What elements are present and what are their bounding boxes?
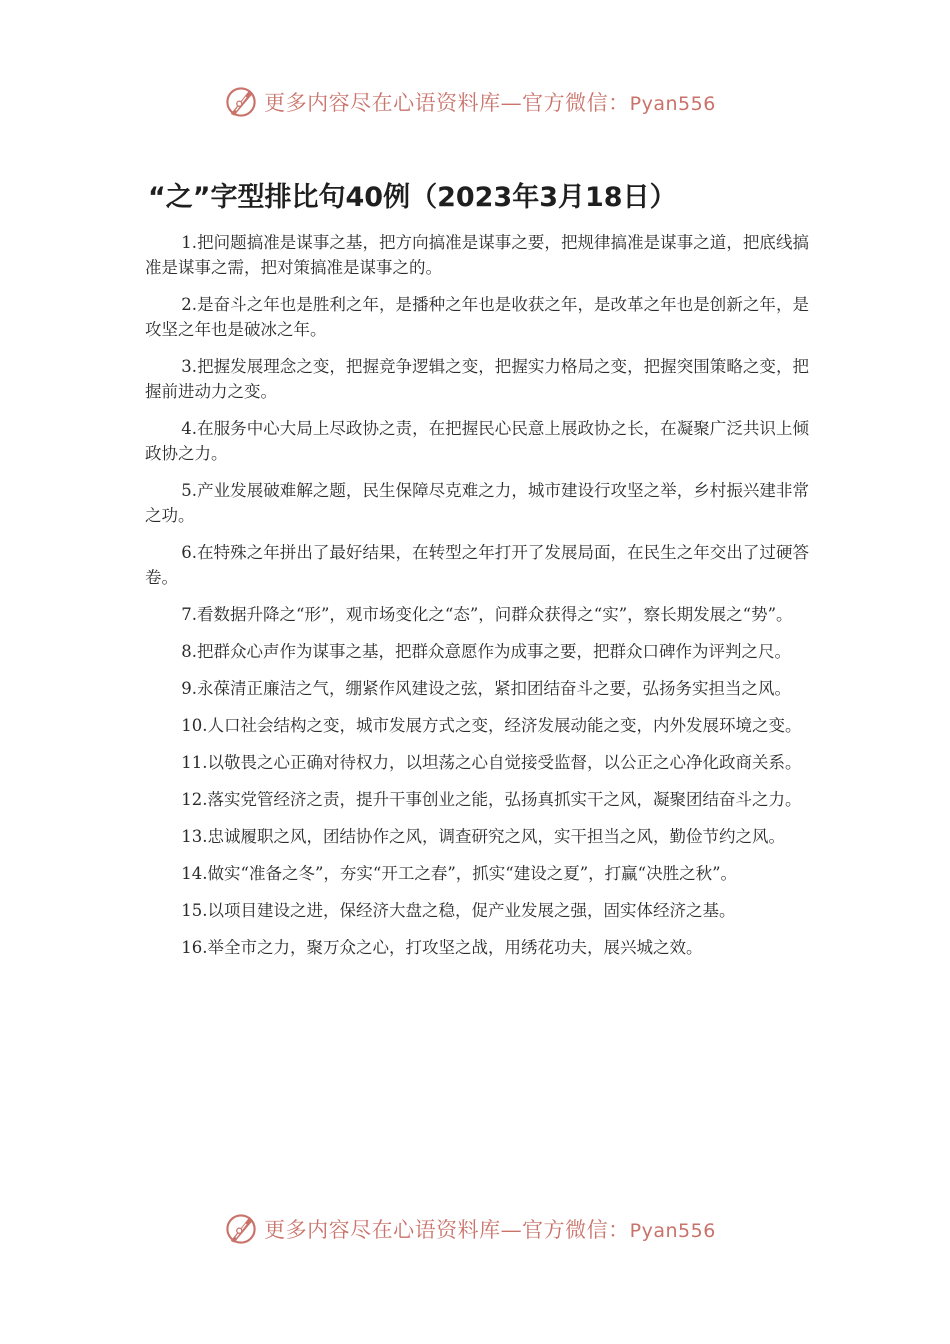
banner-text: 更多内容尽在心语资料库—官方微信：Pyan556 bbox=[264, 1218, 716, 1242]
document-body bbox=[145, 230, 809, 972]
list-item: 15.以项目建设之进，保经济大盘之稳，促产业发展之强，固实体经济之基。 bbox=[181, 901, 736, 920]
list-item: 13.忠诚履职之风，团结协作之风，调查研究之风，实干担当之风，勤俭节约之风。 bbox=[181, 827, 786, 846]
list-item: 12.落实党管经济之责，提升干事创业之能，弘扬真抓实干之风，凝聚团结奋斗之力。 bbox=[181, 790, 802, 809]
list-item: 7.看数据升降之“形”，观市场变化之“态”，问群众获得之“实”，察长期发展之“势”。 bbox=[181, 605, 793, 624]
banner-text: 更多内容尽在心语资料库—官方微信：Pyan556 bbox=[264, 91, 716, 115]
footer-banner bbox=[0, 1209, 950, 1249]
list-item: 9.永葆清正廉洁之气，绷紧作风建设之弦，紧扣团结奋斗之要，弘扬务实担当之风。 bbox=[181, 679, 792, 698]
page-title: “之”字型排比句40例（2023年3月18日） bbox=[148, 182, 677, 213]
list-item: 11.以敬畏之心正确对待权力，以坦荡之心自觉接受监督，以公正之心净化政商关系。 bbox=[181, 753, 802, 772]
list-item: 6.在特殊之年拼出了最好结果，在转型之年打开了发展局面，在民生之年交出了过硬答卷。 bbox=[145, 543, 809, 587]
list-item: 10.人口社会结构之变，城市发展方式之变，经济发展动能之变，内外发展环境之变。 bbox=[181, 716, 802, 735]
header-banner bbox=[0, 82, 950, 122]
list-item: 14.做实“准备之冬”，夯实“开工之春”，抓实“建设之夏”，打赢“决胜之秋”。 bbox=[181, 864, 738, 883]
list-item: 5.产业发展破难解之题，民生保障尽克难之力，城市建设行攻坚之举，乡村振兴建非常之功。 bbox=[145, 481, 809, 525]
list-item: 1.把问题搞准是谋事之基，把方向搞准是谋事之要，把规律搞准是谋事之道，把底线搞准是谋事之需，把对策搞准是谋事之的。 bbox=[145, 233, 809, 277]
quill-logo-icon bbox=[224, 85, 258, 119]
list-item: 4.在服务中心大局上尽政协之责，在把握民心民意上展政协之长，在凝聚广泛共识上倾政协之力。 bbox=[145, 419, 809, 463]
list-item: 2.是奋斗之年也是胜利之年，是播种之年也是收获之年，是改革之年也是创新之年，是攻坚之年也是破冰之年。 bbox=[145, 295, 809, 339]
list-item: 16.举全市之力，聚万众之心，打攻坚之战，用绣花功夫，展兴城之效。 bbox=[181, 938, 703, 957]
list-item: 3.把握发展理念之变，把握竞争逻辑之变，把握实力格局之变，把握突围策略之变，把握前进动力之变。 bbox=[145, 357, 809, 401]
list-item: 8.把群众心声作为谋事之基，把群众意愿作为成事之要，把群众口碑作为评判之尺。 bbox=[181, 642, 792, 661]
quill-logo-icon bbox=[224, 1212, 258, 1246]
